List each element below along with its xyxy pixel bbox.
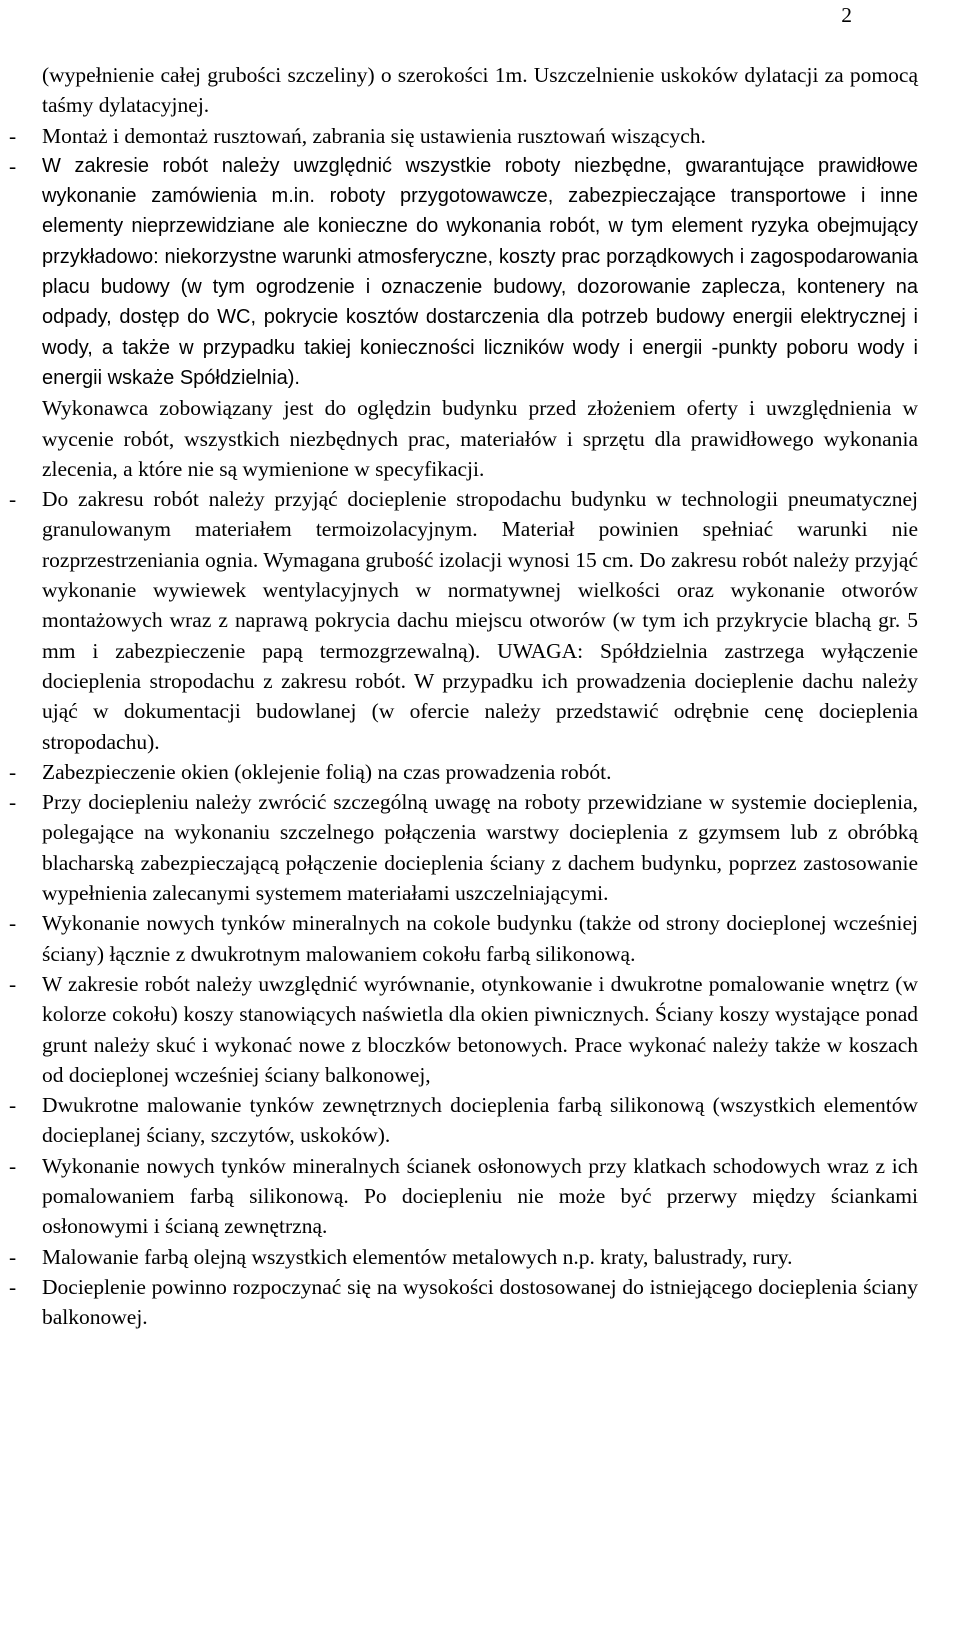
bullet-dash: - — [9, 153, 17, 178]
list-item-text: Do zakresu robót należy przyjąć docieplenie stropodachu budynku w technologii pneumatycznej granulowanym materiałem termoizolacyjnym. Materiał powinien spełniać warunki nie rozprzestrzeniania ognia. Wymagana grubość izolacji wynosi 15 cm. Do zakresu robót należy przyjąć wykonanie wywiewek wentylacyjnych w normatywnej wielkości oraz wykonanie otworów montażowych wraz z naprawą pokrycia dachu miejscu otworów (w tym ich przykrycie blachą gr. 5 mm i zabezpieczenie papą termozgrzewalną). UWAGA: Spółdzielnia zastrzega wyłączenie docieplenia stropodachu z zakresu robót. W przypadku ich prowadzenia docieplenie dachu należy ująć w dokumentacji budowlanej (w ofercie należy przedstawić odrębnie cenę docieplenia stropodachu). — [42, 487, 918, 754]
list-item — [9, 484, 918, 757]
bullet-dash: - — [9, 911, 17, 936]
list-item — [9, 757, 918, 787]
list-item-text: Docieplenie powinno rozpoczynać się na wysokości dostosowanej do istniejącego docieplenia ściany balkonowej. — [42, 1274, 918, 1330]
bullet-dash: - — [9, 1244, 17, 1269]
list-item — [9, 121, 918, 151]
list-item-text: Dwukrotne malowanie tynków zewnętrznych docieplenia farbą silikonową (wszystkich elementów docieplanej ściany, szczytów, uskoków). — [42, 1093, 918, 1148]
list-item — [9, 969, 918, 1090]
bullet-dash: - — [9, 487, 17, 512]
list-item — [9, 151, 918, 484]
list-item-text: Zabezpieczenie okien (oklejenie folią) na czas prowadzenia robót. — [42, 759, 612, 784]
list-item-text: W zakresie robót należy uwzględnić wyrównanie, otynkowanie i dwukrotne pomalowanie wnętrz (w kolorze cokołu) koszy stanowiących naświetla dla okien piwnicznych. Ściany koszy wystające ponad grunt należy skuć i wykonać nowe z bloczków betonowych. Prace wykonać należy także w koszach od docieplonej wcześniej ściany balkonowej, — [42, 971, 918, 1087]
list-item — [9, 1272, 918, 1333]
page-number: 2 — [841, 3, 852, 27]
list-item — [9, 908, 918, 969]
list-item — [9, 787, 918, 908]
list-item-text: Montaż i demontaż rusztowań, zabrania się ustawienia rusztowań wiszących. — [42, 123, 706, 148]
document-body — [9, 60, 918, 1332]
list-item-text: Wykonanie nowych tynków mineralnych na cokole budynku (także od strony docieplonej wcześniej ściany) łącznie z dwukrotnym malowaniem cokołu farbą silikonową. — [42, 911, 918, 966]
contractor-paragraph: Wykonawca zobowiązany jest do oględzin budynku przed złożeniem oferty i uwzględnienia w wycenie robót, wszystkich niezbędnych prac, materiałów i sprzętu dla prawidłowego wykonania zlecenia, a które nie są wymienione w specyfikacji. — [42, 396, 918, 481]
list-item-text: Wykonanie nowych tynków mineralnych ścianek osłonowych przy klatkach schodowych wraz z ich pomalowaniem farbą silikonową. Po dociepleniu nie może być przerwy między ściankami osłonowymi i ścianą zewnętrzną. — [42, 1153, 918, 1239]
list-item-text — [42, 151, 918, 484]
bullet-dash: - — [9, 971, 17, 996]
bullet-dash: - — [9, 1153, 17, 1178]
list-item-text: Malowanie farbą olejną wszystkich elementów metalowych n.p. kraty, balustrady, rury. — [42, 1244, 793, 1269]
list-item — [9, 1090, 918, 1151]
scope-paragraph: W zakresie robót należy uwzględnić wszystkie roboty niezbędne, gwarantujące prawidłowe wykonanie zamówienia m.in. roboty przygotowawcze, zabezpieczające transportowe i inne elementy nieprzewidziane ale konieczne do wykonania robót, w tym element ryzyka obejmujący przykładowo: niekorzystne warunki atmosferyczne, koszty prac porządkowych i zagospodarowania placu budowy (w tym ogrodzenie i oznaczenie budowy, dozorowanie zaplecza, kontenery na odpady, dostęp do WC, pokrycie kosztów dostarczenia dla potrzeb budowy energii elektrycznej i wody, a także w przypadku takiej konieczności liczników wody i energii -punkty poboru wody i energii wskaże Spółdzielnia). — [42, 154, 918, 389]
list-item-text: Przy dociepleniu należy zwrócić szczególną uwagę na roboty przewidziane w systemie docieplenia, polegające na wykonaniu szczelnego połączenia warstwy docieplenia z gzymsem lub z obróbką blacharską zabezpieczającą połączenie docieplenia ściany z dachem budynku, poprzez zastosowanie wypełnienia zalecanymi systemem materiałami uszczelniającymi. — [42, 790, 918, 906]
bullet-dash: - — [9, 1093, 17, 1118]
bullet-dash: - — [9, 1274, 17, 1299]
list-item — [9, 1151, 918, 1242]
bullet-dash: - — [9, 759, 17, 784]
list-item — [9, 1242, 918, 1272]
bullet-dash: - — [9, 790, 17, 815]
paragraph-continuation: (wypełnienie całej grubości szczeliny) o szerokości 1m. Uszczelnienie uskoków dylatacji za pomocą taśmy dylatacyjnej. — [42, 63, 918, 118]
bullet-dash: - — [9, 123, 17, 148]
